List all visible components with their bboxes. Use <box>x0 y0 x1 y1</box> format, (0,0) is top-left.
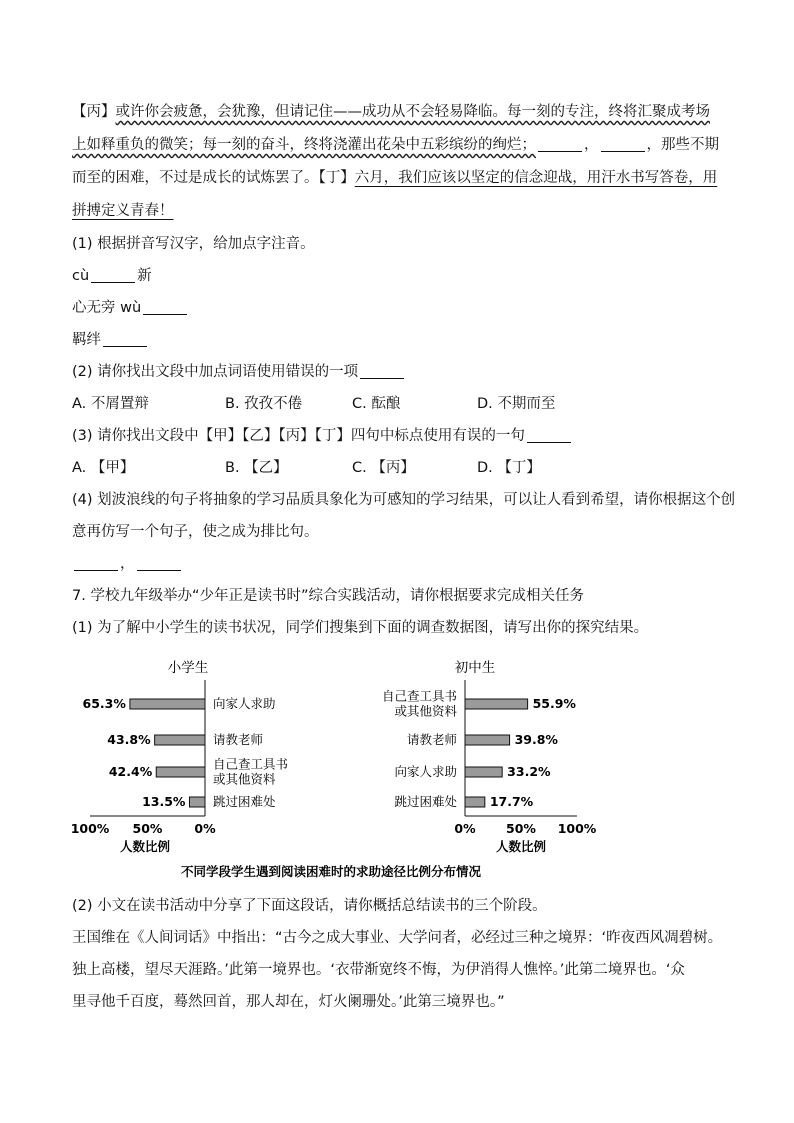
value-label-junior-2: 33.2% <box>507 764 551 779</box>
quote-line-1: 王国维在《人间词话》中指出：“古今之成大事业、大学问者，必经过三种之境界：‘昨夜西风凋碧树。 <box>72 930 723 946</box>
quote-line-3: 里寻他千百度，蓦然回首，那人却在，灯火阑珊处。’此第三境界也。” <box>72 994 505 1010</box>
q2-option-c[interactable]: C. 酝酿 <box>352 396 401 412</box>
q1-c-text: 羁绊 <box>72 332 101 348</box>
exam-page-lower <box>72 890 722 1018</box>
answer-blank[interactable] <box>527 428 571 444</box>
tick-label-junior-0: 0% <box>454 821 476 836</box>
q3-stem <box>72 420 722 452</box>
comma: ， <box>584 137 599 153</box>
answer-blank[interactable] <box>538 137 582 153</box>
label-ding: 【丁】 <box>318 170 355 186</box>
q4-answer <box>72 548 722 580</box>
answer-blank[interactable] <box>601 137 645 153</box>
category-label-junior-3-0: 跳过困难处 <box>394 794 457 809</box>
value-label-primary-2: 42.4% <box>108 764 153 779</box>
q2-options <box>72 388 722 420</box>
category-label-primary-2-1: 或其他资料 <box>213 771 276 787</box>
q1-a-pinyin: cù <box>72 268 90 284</box>
bar-junior-2 <box>465 767 502 777</box>
quote-line-2: 独上高楼，望尽天涯路。’此第一境界也。‘衣带渐宽终不悔，为伊消得人憔悴。’此第二境界也。‘众 <box>72 962 685 978</box>
wave-sentence-1: 或许你会疲惫，会犹豫，但请记住——成功从不会轻易降临。 <box>115 104 507 120</box>
wave-sentence-2: 每一刻的专注，终将汇聚成考场上如释重负的微笑；每一刻的奋斗，终将浇灌出花朵中五彩缤纷的绚烂； <box>72 104 710 153</box>
bar-primary-0 <box>130 699 205 709</box>
q2-option-b[interactable]: B. 孜孜不倦 <box>225 396 303 412</box>
q7-title: 7. 学校九年级举办“少年正是读书时”综合实践活动，请你根据要求完成相关任务 <box>72 588 584 604</box>
q2-option-d[interactable]: D. 不期而至 <box>477 396 556 412</box>
q3-option-b[interactable]: B. 【乙】 <box>225 460 288 476</box>
tick-label-primary-2: 0% <box>194 821 216 836</box>
category-label-junior-2-0: 向家人求助 <box>394 764 457 779</box>
q1-b <box>72 292 722 324</box>
survey-chart-svg <box>70 650 597 890</box>
answer-blank[interactable] <box>360 364 404 380</box>
q1-b-text: 心无旁 wù <box>72 300 142 316</box>
bar-junior-1 <box>465 735 510 745</box>
category-label-junior-1-0: 请教老师 <box>406 732 457 747</box>
q1-stem: (1) 根据拼音写汉字，给加点字注音。 <box>72 236 315 252</box>
q4-stem-1: (4) 划波浪线的句子将抽象的学习品质具象化为可感知的学习结果，可以让人看到希望，请你根据这个创 <box>72 492 736 508</box>
q1-a-post: 新 <box>137 268 152 284</box>
q1-c <box>72 324 722 356</box>
bar-primary-3 <box>189 797 205 807</box>
passage-bing <box>72 96 722 228</box>
exam-page <box>72 96 736 644</box>
q7-sub2: (2) 小文在读书活动中分享了下面这段话，请你概括总结读书的三个阶段。 <box>72 898 547 914</box>
value-label-junior-0: 55.9% <box>532 696 576 711</box>
q4-comma: ， <box>120 556 135 572</box>
q3-option-a[interactable]: A. 【甲】 <box>72 460 135 476</box>
bar-junior-3 <box>465 797 485 807</box>
value-label-junior-1: 39.8% <box>514 732 558 747</box>
tick-label-junior-2: 100% <box>557 821 597 836</box>
category-label-junior-0-0: 自己查工具书 <box>381 688 457 704</box>
bar-junior-0 <box>465 699 528 709</box>
q4-stem-2: 意再仿写一个句子，使之成为排比句。 <box>72 524 319 540</box>
value-label-primary-3: 13.5% <box>142 794 186 809</box>
bar-primary-2 <box>156 767 205 777</box>
tick-label-junior-1: 50% <box>506 821 536 836</box>
axis-label-primary: 人数比例 <box>119 839 171 854</box>
q3-options <box>72 452 722 484</box>
category-label-primary-1-0: 请教老师 <box>213 732 264 747</box>
chart-caption: 不同学段学生遇到阅读困难时的求助途径比例分布情况 <box>180 864 482 879</box>
q3-stem-text: (3) 请你找出文段中【甲】【乙】【丙】【丁】四句中标点使用有误的一句 <box>72 428 525 444</box>
tick-label-primary-1: 50% <box>132 821 163 836</box>
label-bing: 【丙】 <box>72 104 116 120</box>
answer-blank[interactable] <box>103 332 147 348</box>
panel-title-junior: 初中生 <box>454 660 496 676</box>
ding-sentence: 六月，我们应该以坚定的信念迎战，用汗水书写答卷，用拼搏定义青春！ <box>72 170 718 219</box>
sentence-3: ，那些不期而至的困难，不过是成长的试炼罢了。 <box>72 137 719 186</box>
answer-blank[interactable] <box>143 300 187 316</box>
answer-blank[interactable] <box>91 268 135 284</box>
q7-sub1: (1) 为了解中小学生的读书状况，同学们搜集到下面的调查数据图，请写出你的探究结果。 <box>72 620 649 636</box>
q3-option-c[interactable]: C. 【丙】 <box>352 460 415 476</box>
panel-title-primary: 小学生 <box>167 660 209 676</box>
category-label-primary-0-0: 向家人求助 <box>213 696 276 711</box>
value-label-junior-3: 17.7% <box>489 794 534 809</box>
axis-label-junior: 人数比例 <box>495 839 547 854</box>
bar-primary-1 <box>155 735 205 745</box>
q1-a <box>72 260 722 292</box>
answer-blank[interactable] <box>74 556 118 572</box>
survey-chart <box>70 650 597 890</box>
tick-label-primary-0: 100% <box>70 821 110 836</box>
q2-stem <box>72 356 722 388</box>
answer-blank[interactable] <box>137 556 181 572</box>
value-label-primary-1: 43.8% <box>107 732 151 747</box>
category-label-primary-2-0: 自己查工具书 <box>213 756 289 772</box>
category-label-primary-3-0: 跳过困难处 <box>213 794 276 809</box>
category-label-junior-0-1: 或其他资料 <box>394 703 457 719</box>
value-label-primary-0: 65.3% <box>82 696 126 711</box>
q3-option-d[interactable]: D. 【丁】 <box>477 460 541 476</box>
q2-stem-text: (2) 请你找出文段中加点词语使用错误的一项 <box>72 364 359 380</box>
q2-option-a[interactable]: A. 不屑置辩 <box>72 396 149 412</box>
